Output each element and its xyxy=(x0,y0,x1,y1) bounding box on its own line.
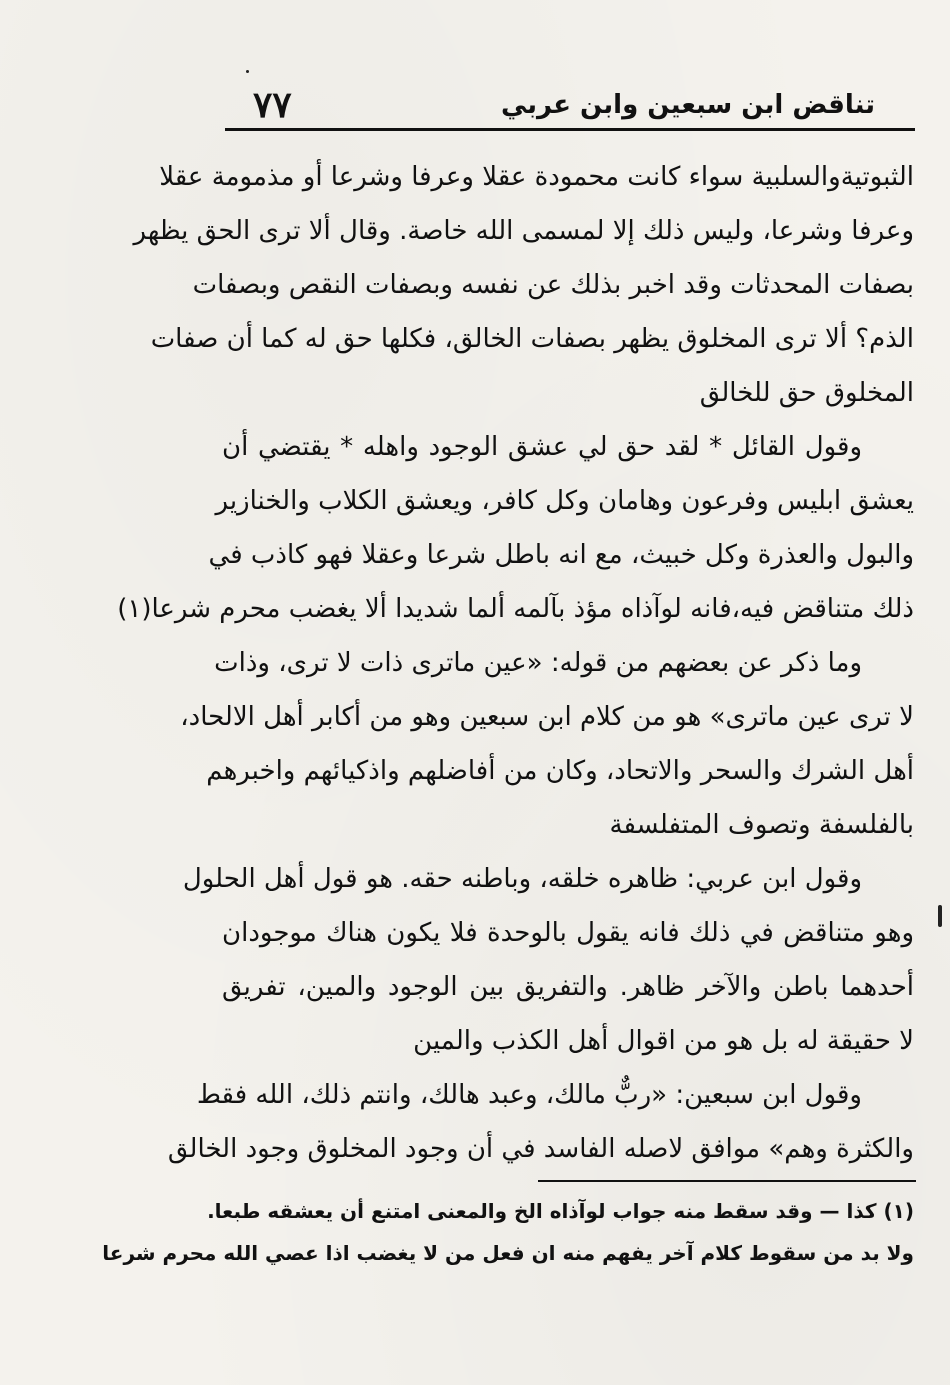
footnote-line: ولا بد من سقوط كلام آخر يفهم منه ان فعل من لا يغضب اذا عصي الله محرم شرعا xyxy=(102,1241,914,1265)
running-title: تناقض ابن سبعين وابن عربي xyxy=(500,90,875,120)
footnotes xyxy=(102,1190,914,1274)
page-number: ٧٧ xyxy=(253,84,292,126)
text-line: وعرفا وشرعا، وليس ذلك إلا لمسمى الله خاصة. وقال ألا ترى الحق يظهر xyxy=(133,216,914,246)
scan-speck xyxy=(938,905,942,927)
header-rule xyxy=(225,128,915,131)
footnote-separator xyxy=(538,1180,916,1182)
text-line: الثبوتيةوالسلبية سواء كانت محمودة عقلا وعرفا وشرعا أو مذمومة عقلا xyxy=(159,162,914,192)
text-line: والبول والعذرة وكل خبيث، مع انه باطل شرعا وعقلا فهو كاذب في xyxy=(208,540,914,570)
text-line: لا حقيقة له بل هو من اقوال أهل الكذب والمين xyxy=(413,1026,914,1056)
text-line: وما ذكر عن بعضهم من قوله: «عين ماترى ذات لا ترى، وذات xyxy=(214,648,862,678)
footnote-line: (١) كذا — وقد سقط منه جواب لوآذاه الخ والمعنى امتنع أن يعشقه طبعا. xyxy=(207,1199,914,1223)
text-line: والكثرة وهم» موافق لاصله الفاسد في أن وجود المخلوق وجود الخالق xyxy=(167,1134,914,1164)
text-line: بالفلسفة وتصوف المتفلسفة xyxy=(609,810,914,840)
text-line: يعشق ابليس وفرعون وهامان وكل كافر، ويعشق الكلاب والخنازير xyxy=(215,486,914,516)
text-line: وهو متناقض في ذلك فانه يقول بالوحدة فلا يكون هناك موجودان xyxy=(222,918,914,948)
text-line: وقول القائل * لقد حق لي عشق الوجود واهله * يقتضي أن xyxy=(222,432,862,462)
text-line: أحدهما باطن والآخر ظاهر. والتفريق بين الوجود والمين، تفريق xyxy=(222,972,914,1002)
text-line: المخلوق حق للخالق xyxy=(699,378,914,408)
text-line: أهل الشرك والسحر والاتحاد، وكان من أفاضلهم واذكيائهم واخبرهم xyxy=(206,756,914,786)
body-text xyxy=(117,150,914,1176)
text-line: الذم؟ ألا ترى المخلوق يظهر بصفات الخالق، فكلها حق له كما أن صفات xyxy=(150,324,914,354)
text-line: لا ترى عين ماترى» هو من كلام ابن سبعين وهو من أكابر أهل الالحاد، xyxy=(180,702,914,732)
text-line: وقول ابن سبعين: «ربٌّ مالك، وعبد هالك، وانتم ذلك، الله فقط xyxy=(196,1080,862,1110)
scan-speck xyxy=(246,70,249,73)
text-line: وقول ابن عربي: ظاهره خلقه، وباطنه حقه. هو قول أهل الحلول xyxy=(182,864,862,894)
page-header xyxy=(225,82,905,132)
text-line: ذلك متناقض فيه،فانه لوآذاه مؤذ بآلمه ألما شديدا ألا يغضب محرم شرعا(١) xyxy=(117,594,914,624)
text-line: بصفات المحدثات وقد اخبر بذلك عن نفسه وبصفات النقص وبصفات xyxy=(192,270,914,300)
